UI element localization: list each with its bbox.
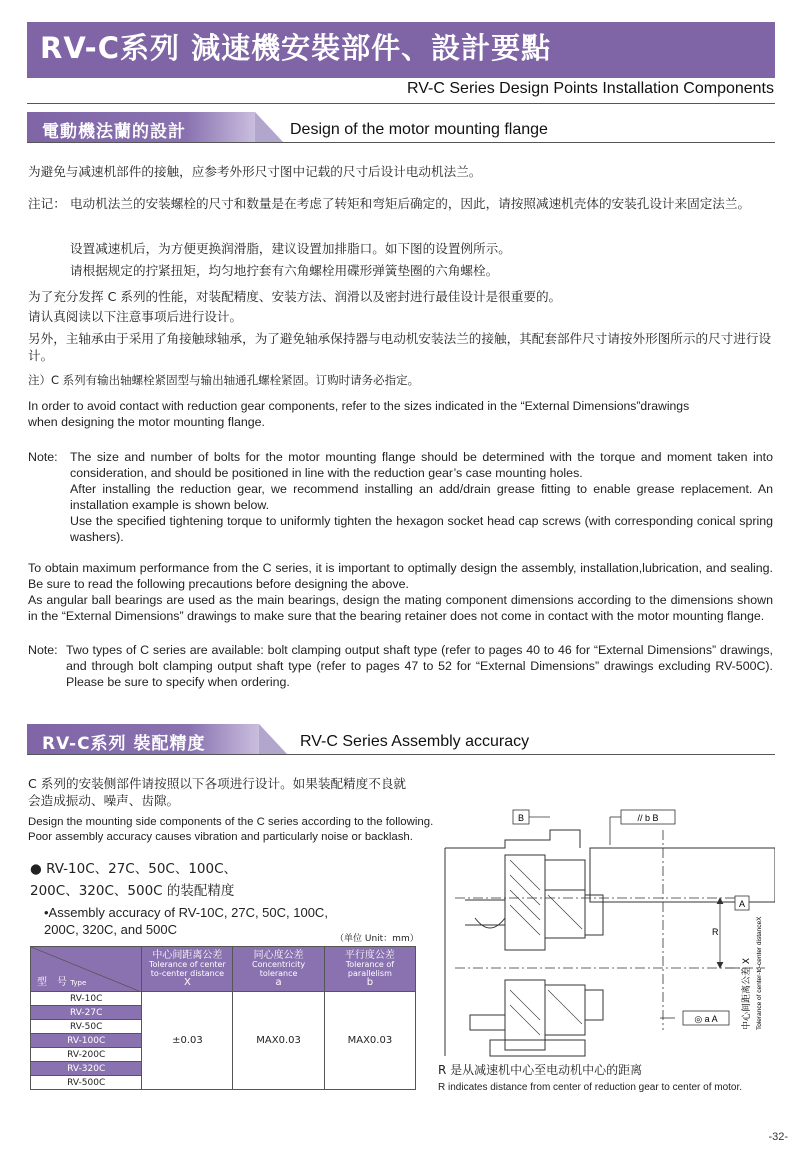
motor-body-upper (590, 848, 775, 902)
s2-en-intro-2: Poor assembly accuracy causes vibration and particularly noise or backlash. (28, 831, 413, 843)
en-note-label: Note: (28, 450, 58, 464)
cn-para-2: 请认真阅读以下注意事项后进行设计。 (28, 309, 243, 324)
section2-rule (27, 754, 775, 755)
section1-tab-label: 電動機法蘭的設計 (42, 122, 186, 142)
dimension-r-label: R (712, 927, 719, 937)
en-para-3-label: Note: (28, 643, 58, 657)
col3-cn: 平行度公差 (344, 950, 395, 961)
value-concentricity: MAX0.03 (233, 992, 324, 1090)
model-cell: RV-50C (31, 1020, 142, 1034)
en-note-2: After installing the reduction gear, we recommend installing an add/drain grease fitting to enable grease replacement. An installation example is shown below. (70, 482, 773, 512)
section1-heading-en: Design of the motor mounting flange (290, 121, 548, 138)
en-intro-1: In order to avoid contact with reduction gear components, refer to the sizes indicated in the “External Dimensions”drawings (28, 399, 690, 413)
en-intro-2: when designing the motor mounting flange. (28, 415, 265, 429)
cn-para-1: 为了充分发挥 C 系列的性能，对装配精度、安装方法、润滑以及密封进行最佳设计是很重要的。 (28, 289, 562, 304)
section2-tab-cap (259, 724, 287, 754)
model-cell: RV-320C (31, 1062, 142, 1076)
reducer-outline-top (445, 830, 580, 848)
cn-para-4: 注）C 系列有输出轴螺栓紧固型与输出轴通孔螺栓紧固。订购时请务必指定。 (28, 373, 420, 387)
col-center-distance-header (142, 947, 233, 992)
datum-a-label: A (738, 899, 746, 909)
page-subtitle: RV-C Series Design Points Installation Components (407, 80, 774, 97)
col1-cn: 中心间距离公差 (152, 950, 223, 961)
col-type-header (31, 947, 142, 992)
model-cell: RV-200C (31, 1048, 142, 1062)
col2-en: Concentricity tolerance (252, 960, 306, 978)
en-para-3: Two types of C series are available: bolt clamping output shaft type (refer to pages 40 to 46 for “External Dimensions” drawings, and through bolt clamping output shaft type (refer to pages 47 to 52 for “External Dimensions” drawings excluding RV-500C). Please be sure to specify when ordering. (66, 643, 773, 689)
unit-label: （单位 Unit：mm） (335, 934, 419, 944)
cn-note-3: 请根据规定的拧紧扭矩，均匀地拧套有六角螺栓用碟形弹簧垫圈的六角螺栓。 (70, 263, 499, 278)
vertical-label-cn: 中心间距离公差 X (742, 957, 752, 1030)
cn-note-2: 设置减速机后，为方便更换润滑脂，建议设置加排脂口。如下图的设置例所示。 (70, 241, 511, 256)
parallel-tolerance-label: // b B (637, 813, 659, 823)
assembly-drawing (435, 800, 775, 1062)
accuracy-table (30, 946, 416, 1090)
col1-en: Tolerance of center to-center distance (149, 960, 226, 978)
title-rule (27, 103, 775, 104)
col3-en: Tolerance of parallelism (345, 960, 395, 978)
value-center-distance: ±0.03 (142, 992, 233, 1090)
col-type-en: Type (70, 979, 87, 987)
concentric-tolerance-label: ◎ a A (694, 1014, 718, 1024)
vertical-label-en: Tolerance of center-to-center distanceX (756, 916, 763, 1030)
en-note-1: The size and number of bolts for the motor mounting flange should be determined with the torque and moment taken into consideration, and should be positioned in line with the reduction gear’s case mounting holes. (70, 450, 773, 480)
en-para-1: To obtain maximum performance from the C series, it is important to optimally design the assembly, installation,lubrication, and sealing. Be sure to read the following precautions before designing the above. (28, 561, 773, 591)
page-number: -32- (768, 1131, 788, 1143)
datum-b-label: B (517, 813, 525, 823)
section2-heading-en: RV-C Series Assembly accuracy (300, 733, 530, 750)
cn-note-label: 注记： (28, 196, 66, 211)
col-type-cn: 型 号 (37, 977, 67, 988)
cn-note-1: 电动机法兰的安装螺栓的尺寸和数量是在考虑了转矩和弯矩后确定的，因此，请按照减速机壳体的安装孔设计来固定法兰。 (70, 196, 751, 211)
cn-para-3: 另外，主轴承由于采用了角接触球轴承，为了避免轴承保持器与电动机安装法兰的接触，其配套部件尺寸请按外形图所示的尺寸进行设计。 (28, 331, 772, 363)
model-cell: RV-100C (31, 1034, 142, 1048)
page-title: RV-C系列 減速機安裝部件、設計要點 (40, 31, 552, 65)
en-note-3: Use the specified tightening torque to uniformly tighten the hexagon socket head cap screws (with corresponding conical spring washers). (70, 514, 773, 544)
model-cell: RV-500C (31, 1076, 142, 1090)
col2-sym: a (275, 977, 282, 988)
cn-intro: 为避免与减速机部件的接触，应参考外形尺寸图中记载的尺寸后设计电动机法兰。 (28, 164, 482, 179)
section1-tab-cap (255, 112, 283, 142)
section1-rule (27, 142, 775, 143)
figure-caption-cn: R 是从减速机中心至电动机中心的距离 (438, 1063, 643, 1077)
reducer-housing-top (505, 855, 545, 950)
figure-caption-en: R indicates distance from center of reduction gear to center of motor. (438, 1082, 743, 1093)
col-parallelism-header (324, 947, 415, 992)
value-parallelism: MAX0.03 (324, 992, 415, 1090)
col2-cn: 同心度公差 (253, 950, 304, 961)
col1-sym: X (183, 977, 191, 988)
model-cell: RV-27C (31, 1006, 142, 1020)
col-concentricity-header (233, 947, 324, 992)
s2-bullet-cn: ● RV-10C、27C、50C、100C、200C、320C、500C 的装配精度 (30, 861, 238, 899)
s2-cn-intro: C 系列的安装侧部件请按照以下各项进行设计。如果装配精度不良就会造成振动、噪声、齿隙。 (28, 776, 407, 808)
section2-tab-label: RV-C系列 裝配精度 (42, 734, 206, 754)
col3-sym: b (366, 977, 374, 988)
en-para-2: As angular ball bearings are used as the main bearings, design the mating component dimensions according to the dimensions shown in the “External Dimensions” drawings to make sure that the bearing retainer does not come in contact with the motor mounting flange. (28, 593, 773, 623)
s2-bullet-en: •Assembly accuracy of RV-10C, 27C, 50C, 100C, 200C, 320C, and 500C (44, 905, 328, 937)
model-cell: RV-10C (31, 992, 142, 1006)
s2-en-intro-1: Design the mounting side components of the C series according to the following. (28, 816, 434, 828)
